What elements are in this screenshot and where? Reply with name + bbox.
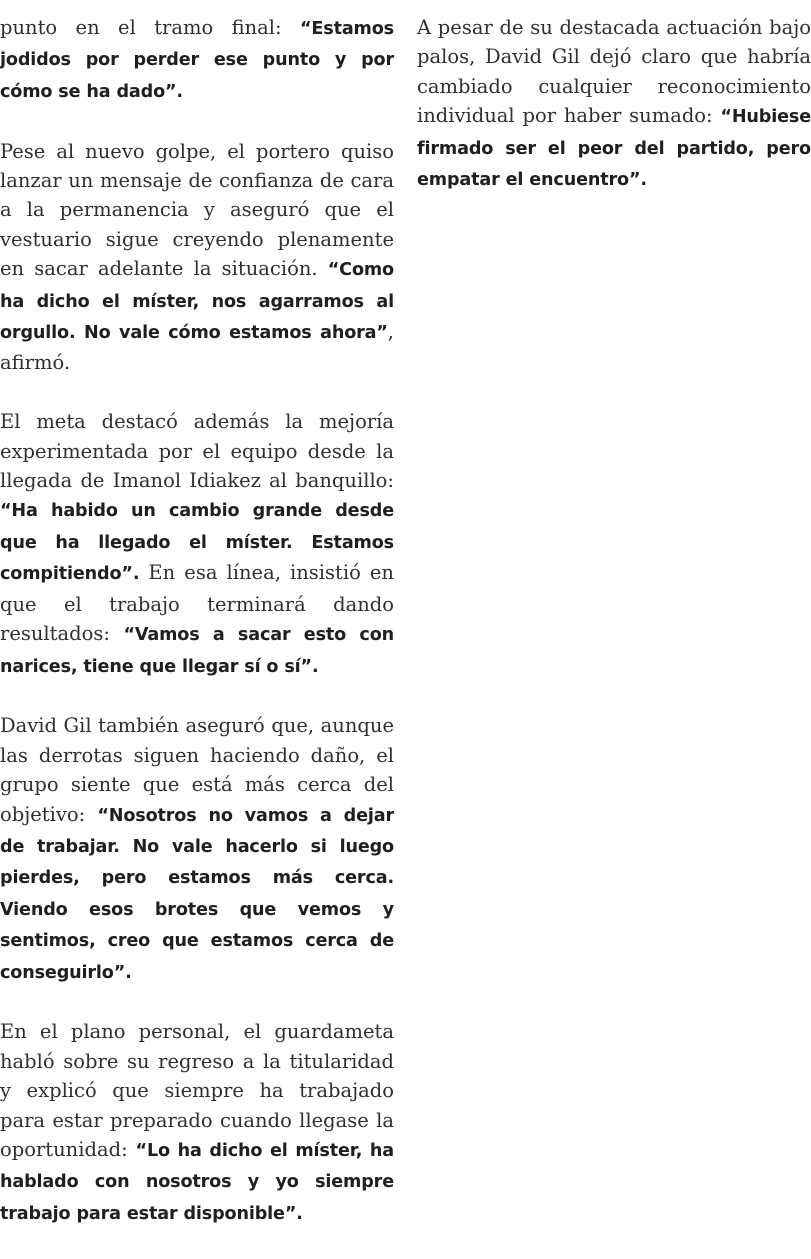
article-paragraph (417, 13, 811, 195)
quote-text: “Vamos a sacar esto con narices, tiene que llegar sí o sí”. (0, 625, 395, 677)
quote-text: “Como ha dicho el míster, nos agarramos al orgullo. No vale cómo estamos ahora” (0, 260, 394, 344)
paragraph-text: punto en el tramo final: (0, 16, 300, 39)
paragraph-text: En el plano personal, el guardameta habló sobre su regreso a la titularidad y explicó que siempre ha trabajado para estar preparado cuando llegase la oportunidad: (0, 1020, 394, 1161)
paragraph-text: Pese al nuevo golpe, el portero quiso lanzar un mensaje de confianza de cara a la permanencia y aseguró que el vestuario sigue creyendo plenamente en sacar adelante la situación. (0, 139, 394, 281)
quote-text: “Ha habido un cambio grande desde que ha llegado el míster. Estamos compitiendo”. (0, 501, 394, 585)
article-column-right (417, 13, 811, 225)
paragraph-text: En esa línea, insistió en que el trabajo terminará dando resultados: (0, 561, 394, 646)
paragraph-text: A pesar de su destacada actuación bajo palos, David Gil dejó claro que habría cambiado cualquier reconocimiento individual por haber sumado: (417, 16, 811, 128)
article-paragraph (0, 137, 394, 378)
article-column-left (0, 13, 394, 1259)
paragraph-text: David Gil también aseguró que, aunque las derrotas siguen haciendo daño, el grupo siente que está más cerca del objetivo: (0, 714, 394, 826)
quote-text: “Nosotros no vamos a dejar de trabajar. No vale hacerlo si luego pierdes, pero estamos más cerca. Viendo esos brotes que vemos y sentimos, creo que estamos cerca de conseguirlo”. (0, 805, 394, 983)
article-paragraph (0, 407, 394, 682)
article-paragraph (0, 13, 394, 107)
paragraph-text: , afirmó. (0, 320, 394, 375)
article-paragraph (0, 1017, 394, 1229)
quote-text: “Hubiese firmado ser el peor del partido, pero empatar el encuentro”. (417, 107, 811, 191)
quote-text: “Lo ha dicho el míster, ha hablado con nosotros y yo siempre trabajo para estar disponible”. (0, 1140, 394, 1224)
quote-text: “Estamos jodidos por perder ese punto y por cómo se ha dado”. (0, 19, 394, 102)
paragraph-text: El meta destacó además la mejoría experimentada por el equipo desde la llegada de Imanol Idiakez al banquillo: (0, 410, 394, 493)
article-paragraph (0, 711, 394, 988)
